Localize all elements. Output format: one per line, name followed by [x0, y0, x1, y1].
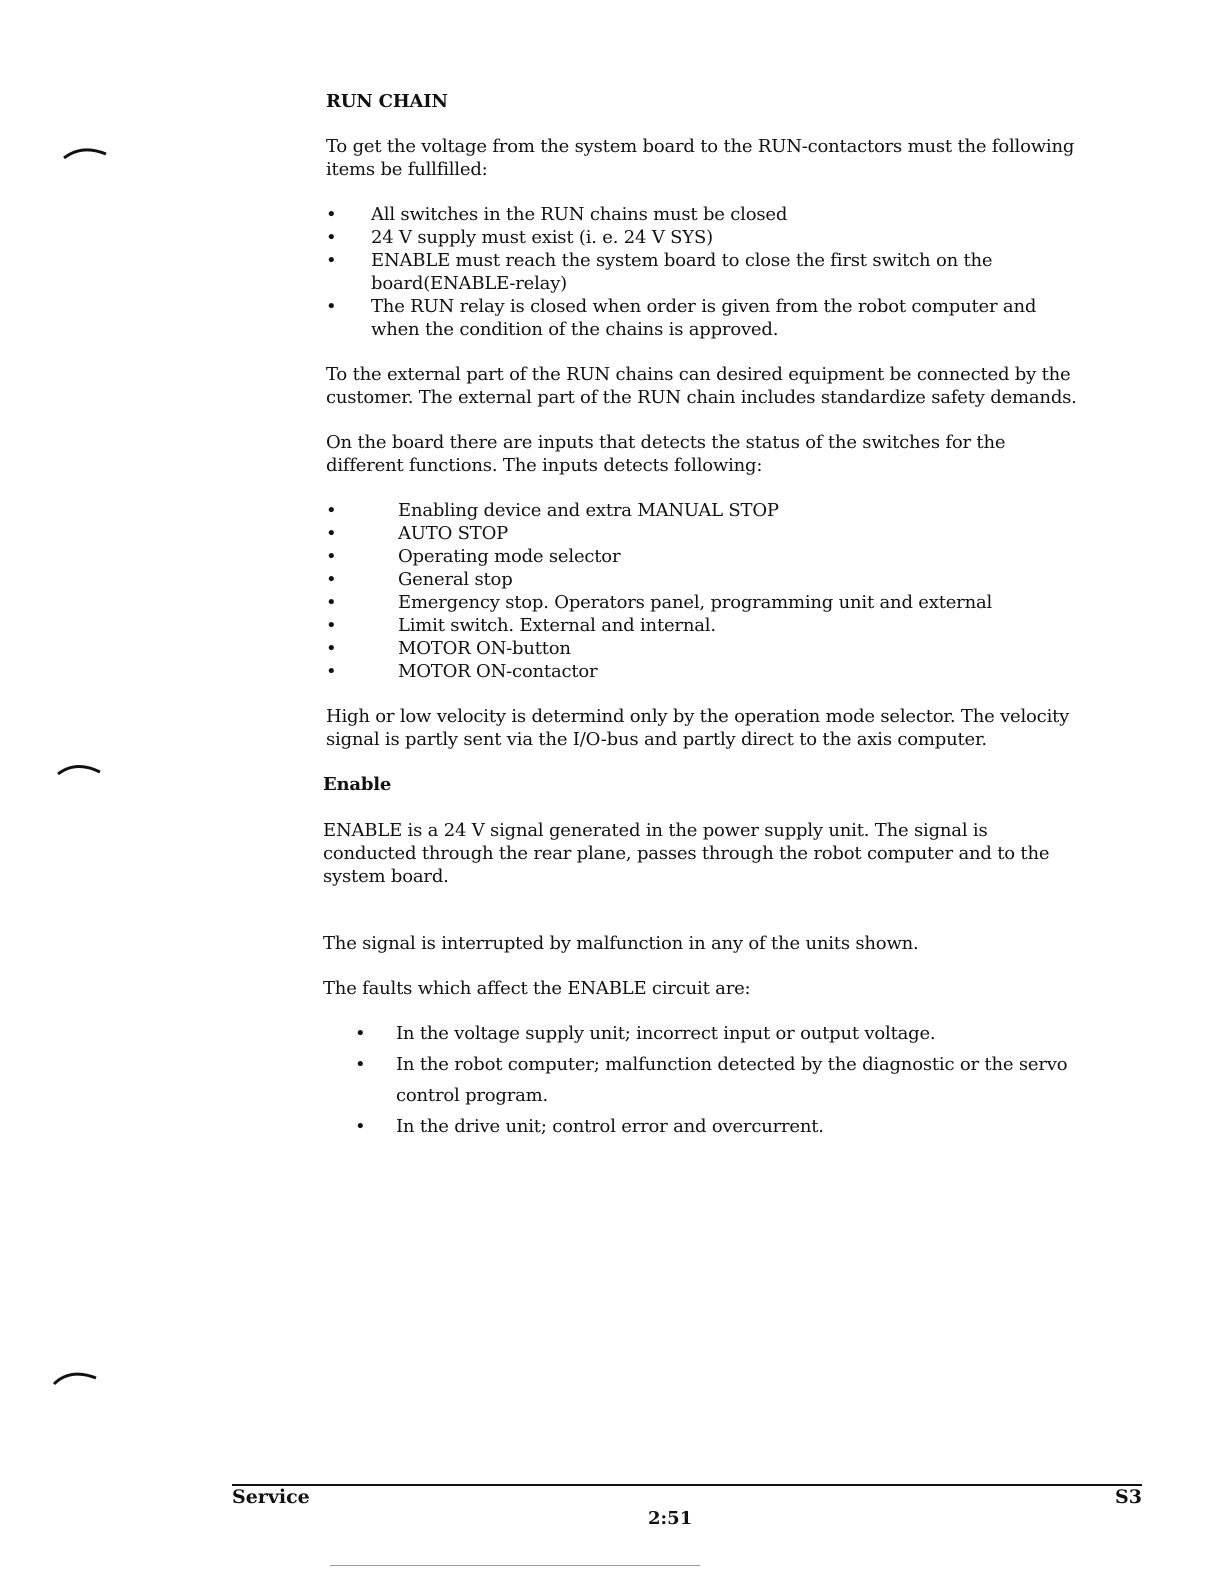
footer-manual-code: S3 — [1115, 1486, 1142, 1508]
list-item: • General stop — [326, 568, 1086, 591]
list-item: • MOTOR ON-contactor — [326, 660, 1086, 683]
external-part-paragraph: To the external part of the RUN chains can desired equipment be connected by the customer. The external part of the RUN chain includes standardize safety demands. — [326, 364, 1077, 408]
list-item: • All switches in the RUN chains must be closed — [326, 203, 1086, 226]
faults-list — [323, 1018, 1086, 1142]
list-item: • Operating mode selector — [326, 545, 1086, 568]
main-content — [323, 90, 1086, 1142]
list-item: • In the robot computer; malfunction detected by the diagnostic or the servo control program. — [355, 1049, 1086, 1111]
list-item: • AUTO STOP — [326, 522, 1086, 545]
section-heading-run-chain: RUN CHAIN — [326, 91, 448, 112]
list-item: • The RUN relay is closed when order is given from the robot computer and when the condition of the chains is approved. — [326, 295, 1086, 341]
binder-mark-icon — [56, 760, 102, 778]
list-item: • 24 V supply must exist (i. e. 24 V SYS) — [326, 226, 1086, 249]
list-item: • In the voltage supply unit; incorrect input or output voltage. — [355, 1018, 1086, 1049]
list-item: • Emergency stop. Operators panel, programming unit and external — [326, 591, 1086, 614]
section-heading-enable: Enable — [323, 774, 392, 795]
page-number: 2:51 — [648, 1508, 693, 1529]
footer-divider — [232, 1484, 1142, 1486]
binder-mark-icon — [62, 144, 108, 162]
list-item: • In the drive unit; control error and overcurrent. — [355, 1111, 1086, 1142]
footer-section-label: Service — [232, 1486, 310, 1508]
enable-section — [323, 773, 1086, 1142]
enable-description: ENABLE is a 24 V signal generated in the power supply unit. The signal is conducted through the rear plane, passes through the robot computer and to the system board. — [323, 820, 1050, 887]
requirements-list — [326, 203, 1086, 341]
interrupted-paragraph: The signal is interrupted by malfunction in any of the units shown. — [323, 933, 919, 954]
binder-mark-icon — [52, 1368, 98, 1386]
list-item: • MOTOR ON-button — [326, 637, 1086, 660]
run-chain-intro: To get the voltage from the system board to the RUN-contactors must the following items be fullfilled: — [326, 136, 1075, 180]
faults-intro: The faults which affect the ENABLE circuit are: — [323, 978, 751, 999]
inputs-paragraph: On the board there are inputs that detects the status of the switches for the different functions. The inputs detects following: — [326, 432, 1006, 476]
bottom-scan-line — [330, 1565, 700, 1566]
velocity-paragraph: High or low velocity is determind only by the operation mode selector. The velocity signal is partly sent via the I/O-bus and partly direct to the axis computer. — [326, 706, 1070, 750]
list-item: • ENABLE must reach the system board to close the first switch on the board(ENABLE-relay) — [326, 249, 1086, 295]
list-item: • Limit switch. External and internal. — [326, 614, 1086, 637]
inputs-list — [326, 499, 1086, 683]
list-item: • Enabling device and extra MANUAL STOP — [326, 499, 1086, 522]
